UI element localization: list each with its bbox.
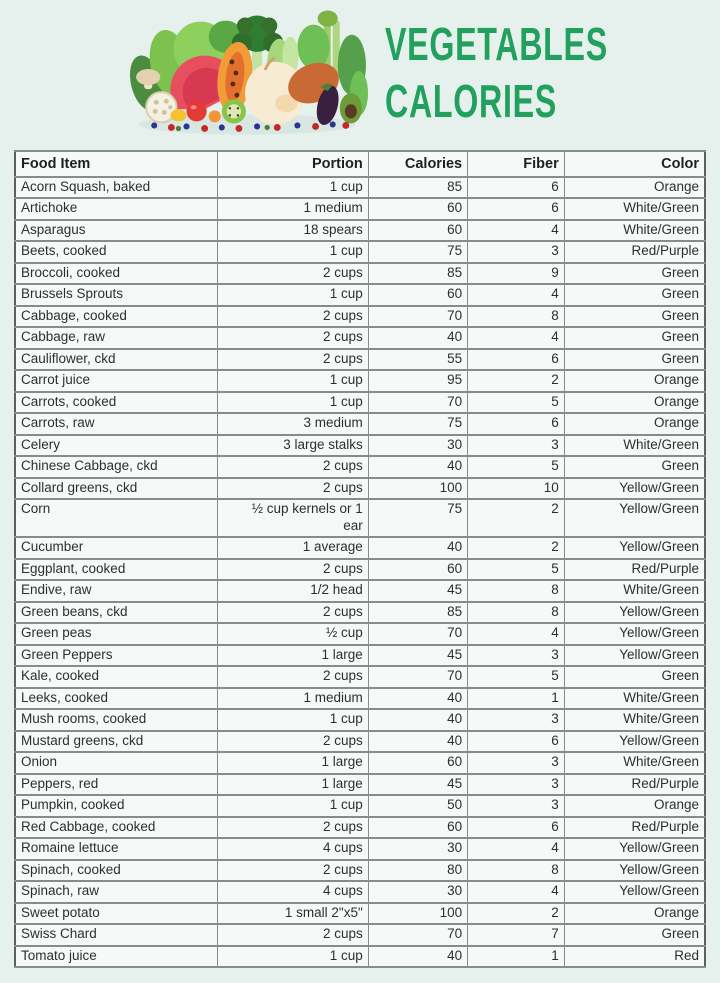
table-cell: White/Green [564,752,705,774]
table-cell: 30 [368,881,467,903]
table-cell: 3 [468,752,565,774]
table-cell: Artichoke [15,198,217,220]
table-cell: White/Green [564,220,705,242]
table-cell: White/Green [564,688,705,710]
table-cell: Spinach, cooked [15,860,217,882]
table-cell: 75 [368,241,467,263]
table-cell: Asparagus [15,220,217,242]
table-cell: 100 [368,478,467,500]
table-cell: 5 [468,392,565,414]
table-cell: Celery [15,435,217,457]
table-cell: Eggplant, cooked [15,559,217,581]
table-cell: 4 [468,284,565,306]
table-cell: 5 [468,456,565,478]
header [0,0,720,150]
table-body [15,177,705,968]
vegetables-cluster-icon [126,6,368,138]
table-cell: Orange [564,795,705,817]
table-cell: Peppers, red [15,774,217,796]
table-row [15,752,705,774]
table-cell: 40 [368,537,467,559]
table-cell: 4 cups [217,881,368,903]
table-cell: Green Peppers [15,645,217,667]
table-row [15,435,705,457]
table-cell: 1 large [217,645,368,667]
table-cell: 3 [468,645,565,667]
table-cell: 60 [368,752,467,774]
table-cell: Chinese Cabbage, ckd [15,456,217,478]
table-cell: Orange [564,392,705,414]
table-cell: 40 [368,456,467,478]
table-row [15,924,705,946]
table-cell: Carrots, raw [15,413,217,435]
table-cell: Brussels Sprouts [15,284,217,306]
table-cell: 75 [368,499,467,537]
table-cell: 70 [368,924,467,946]
table-cell: Yellow/Green [564,645,705,667]
table-row [15,946,705,968]
table-cell: Yellow/Green [564,478,705,500]
table-cell: 1 cup [217,241,368,263]
table-cell: 6 [468,817,565,839]
table-cell: 6 [468,198,565,220]
table-cell: 6 [468,349,565,371]
table-cell: 8 [468,306,565,328]
column-header-fiber: Fiber [468,151,565,177]
table-cell: 60 [368,198,467,220]
table-row [15,623,705,645]
table-cell: 1 large [217,752,368,774]
table-cell: 30 [368,435,467,457]
table-cell: 85 [368,263,467,285]
column-header-food-item: Food Item [15,151,217,177]
table-cell: 55 [368,349,467,371]
table-cell: 4 [468,838,565,860]
table-cell: 6 [468,177,565,199]
table-cell: 7 [468,924,565,946]
table-cell: 1 average [217,537,368,559]
table-cell: Green [564,456,705,478]
table-cell: 1 cup [217,709,368,731]
table-cell: Red/Purple [564,559,705,581]
table-cell: 40 [368,688,467,710]
table-cell: Yellow/Green [564,838,705,860]
table-cell: 1 small 2"x5" [217,903,368,925]
table-cell: 1 [468,946,565,968]
table-cell: Swiss Chard [15,924,217,946]
table-cell: 4 [468,623,565,645]
table-cell: 6 [468,731,565,753]
table-cell: Orange [564,903,705,925]
table-cell: 2 cups [217,666,368,688]
table-cell: Yellow/Green [564,537,705,559]
table-cell: Leeks, cooked [15,688,217,710]
table-cell: 4 [468,220,565,242]
table-cell: 4 cups [217,838,368,860]
calories-table [14,150,706,968]
table-cell: Romaine lettuce [15,838,217,860]
table-cell: Yellow/Green [564,881,705,903]
table-row [15,881,705,903]
table-cell: 50 [368,795,467,817]
table-cell: Yellow/Green [564,623,705,645]
table-cell: Green beans, ckd [15,602,217,624]
table-row [15,198,705,220]
table-cell: Cucumber [15,537,217,559]
table-cell: 2 cups [217,306,368,328]
table-cell: Mustard greens, ckd [15,731,217,753]
table-cell: 70 [368,392,467,414]
table-row [15,709,705,731]
table-cell: Green [564,924,705,946]
table-cell: 3 [468,241,565,263]
table-cell: 45 [368,774,467,796]
table-row [15,774,705,796]
table-cell: Cabbage, cooked [15,306,217,328]
table-cell: Mush rooms, cooked [15,709,217,731]
table-cell: 2 cups [217,263,368,285]
table-cell: Orange [564,370,705,392]
table-cell: Beets, cooked [15,241,217,263]
table-cell: Cauliflower, ckd [15,349,217,371]
table-row [15,306,705,328]
table-row [15,666,705,688]
page-title [385,16,608,130]
table-cell: 60 [368,559,467,581]
table-cell: 2 cups [217,924,368,946]
table-row [15,177,705,199]
table-cell: 9 [468,263,565,285]
table-cell: Red/Purple [564,241,705,263]
table-row [15,795,705,817]
table-cell: 1 medium [217,198,368,220]
table-cell: Red [564,946,705,968]
table-cell: White/Green [564,580,705,602]
table-row [15,392,705,414]
table-row [15,688,705,710]
table-cell: Yellow/Green [564,499,705,537]
table-row [15,478,705,500]
table-row [15,602,705,624]
table-row [15,645,705,667]
column-header-color: Color [564,151,705,177]
table-cell: 75 [368,413,467,435]
table-cell: 85 [368,602,467,624]
table-cell: 95 [368,370,467,392]
table-cell: White/Green [564,709,705,731]
table-cell: 8 [468,580,565,602]
column-header-calories: Calories [368,151,467,177]
table-cell: Orange [564,177,705,199]
table-cell: 45 [368,645,467,667]
table-cell: 40 [368,327,467,349]
table-cell: 85 [368,177,467,199]
table-row [15,456,705,478]
table-cell: 10 [468,478,565,500]
table-row [15,817,705,839]
table-cell: 40 [368,946,467,968]
table-cell: 2 cups [217,478,368,500]
table-cell: 8 [468,602,565,624]
table-cell: 3 large stalks [217,435,368,457]
table-cell: 80 [368,860,467,882]
column-header-portion: Portion [217,151,368,177]
table-cell: 2 cups [217,602,368,624]
table-cell: 1 medium [217,688,368,710]
table-cell: 3 [468,795,565,817]
table-cell: 4 [468,881,565,903]
table-cell: 2 cups [217,731,368,753]
table-cell: 2 [468,370,565,392]
table-cell: 40 [368,709,467,731]
table-cell: Cabbage, raw [15,327,217,349]
table-cell: Green [564,306,705,328]
table-cell: Onion [15,752,217,774]
table-cell: Red Cabbage, cooked [15,817,217,839]
table-cell: 2 cups [217,349,368,371]
table-row [15,413,705,435]
table-row [15,241,705,263]
table-cell: 2 cups [217,456,368,478]
table-cell: 2 [468,499,565,537]
table-row [15,903,705,925]
table-cell: 3 [468,774,565,796]
table-cell: Red/Purple [564,817,705,839]
table-header-row [15,151,705,177]
table-cell: Green [564,349,705,371]
table-cell: 1/2 head [217,580,368,602]
table-cell: Green peas [15,623,217,645]
table-cell: 1 large [217,774,368,796]
table-cell: 70 [368,306,467,328]
table-cell: Carrots, cooked [15,392,217,414]
table-cell: 3 [468,709,565,731]
table-cell: Collard greens, ckd [15,478,217,500]
table-row [15,220,705,242]
table-cell: 2 [468,903,565,925]
table-cell: Corn [15,499,217,537]
table-cell: 2 [468,537,565,559]
table-cell: 60 [368,817,467,839]
table-cell: 1 cup [217,370,368,392]
table-cell: 3 [468,435,565,457]
table-cell: Green [564,284,705,306]
table-cell: 5 [468,666,565,688]
table-cell: 8 [468,860,565,882]
table-cell: 1 [468,688,565,710]
table-row [15,370,705,392]
table-cell: 1 cup [217,392,368,414]
table-cell: 2 cups [217,327,368,349]
table-cell: 70 [368,666,467,688]
table-cell: Yellow/Green [564,860,705,882]
table-row [15,537,705,559]
table-cell: 3 medium [217,413,368,435]
table-row [15,731,705,753]
table-row [15,499,705,537]
table-cell: Endive, raw [15,580,217,602]
table-cell: ½ cup [217,623,368,645]
table-cell: 40 [368,731,467,753]
table-cell: Orange [564,413,705,435]
table-cell: ½ cup kernels or 1 ear [217,499,368,537]
table-cell: 1 cup [217,177,368,199]
table-cell: Red/Purple [564,774,705,796]
table-cell: 4 [468,327,565,349]
table-cell: Green [564,327,705,349]
table-cell: 30 [368,838,467,860]
table-cell: 2 cups [217,860,368,882]
table-cell: 2 cups [217,817,368,839]
table-row [15,838,705,860]
table-cell: White/Green [564,435,705,457]
table-cell: 2 cups [217,559,368,581]
table-cell: Spinach, raw [15,881,217,903]
table-row [15,263,705,285]
table-cell: 1 cup [217,795,368,817]
table-cell: Yellow/Green [564,731,705,753]
page-title-line2: CALORIES [385,75,557,127]
table-cell: Carrot juice [15,370,217,392]
table-cell: Pumpkin, cooked [15,795,217,817]
table-cell: Yellow/Green [564,602,705,624]
table-cell: 1 cup [217,946,368,968]
table-cell: Green [564,666,705,688]
table-cell: 70 [368,623,467,645]
table-row [15,559,705,581]
table-cell: Green [564,263,705,285]
table-cell: 100 [368,903,467,925]
table-cell: 60 [368,220,467,242]
table-row [15,349,705,371]
table-cell: White/Green [564,198,705,220]
table-cell: 5 [468,559,565,581]
table-cell: Acorn Squash, baked [15,177,217,199]
table-cell: Tomato juice [15,946,217,968]
table-cell: 60 [368,284,467,306]
table-header [15,151,705,177]
table-row [15,860,705,882]
table-cell: 18 spears [217,220,368,242]
table-cell: 1 cup [217,284,368,306]
table-cell: Sweet potato [15,903,217,925]
page-title-line1: VEGETABLES [385,18,608,70]
table-cell: Broccoli, cooked [15,263,217,285]
table-row [15,284,705,306]
table-cell: 6 [468,413,565,435]
table-cell: Kale, cooked [15,666,217,688]
table-row [15,580,705,602]
table-row [15,327,705,349]
table-cell: 45 [368,580,467,602]
